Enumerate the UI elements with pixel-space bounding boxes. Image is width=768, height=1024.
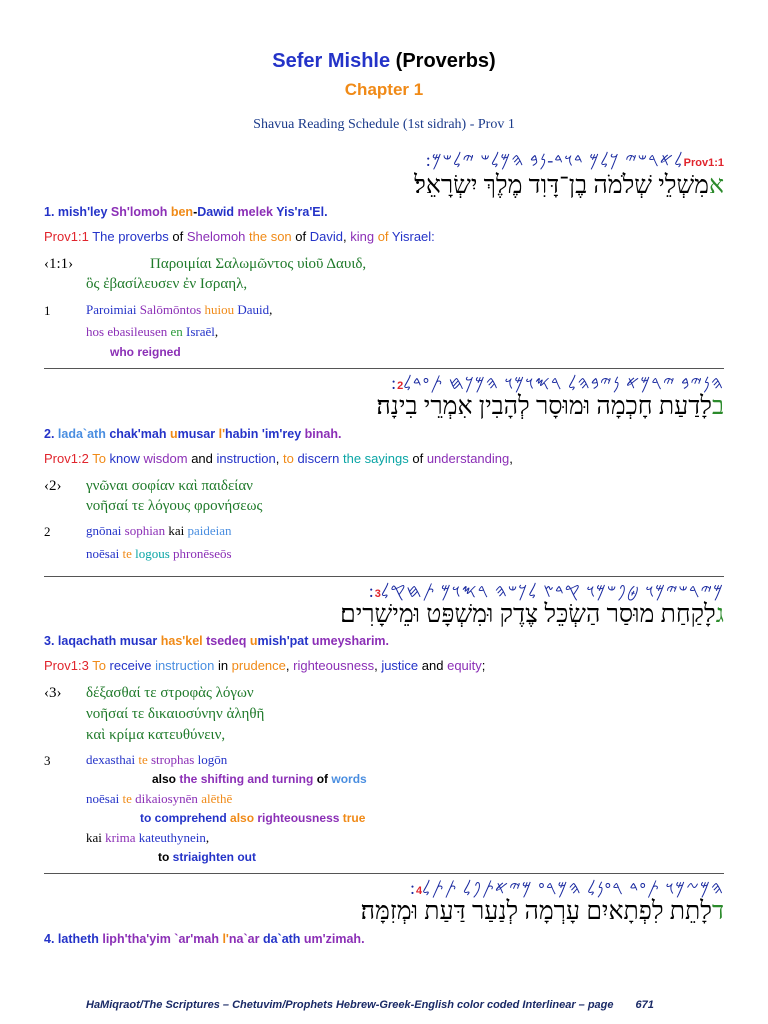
gloss-line xyxy=(110,343,181,361)
english-translation xyxy=(44,658,485,673)
greek-line: δέξασθαί τε στροφὰς λόγων xyxy=(86,685,254,701)
word-segment: and xyxy=(191,451,217,466)
word-segment: 4. xyxy=(44,932,58,946)
verse-ref: 3 xyxy=(374,588,381,600)
word-segment: instruction xyxy=(216,451,276,466)
verse-ref: Prov1:1 xyxy=(683,157,724,169)
gloss-line xyxy=(86,301,272,319)
word-segment: instruction xyxy=(155,658,218,673)
gloss-word: to xyxy=(158,850,173,864)
word-segment: To xyxy=(92,658,110,673)
gloss-word: righteousness xyxy=(257,811,343,825)
gloss-word: gnōnai xyxy=(86,523,125,538)
word-segment: and xyxy=(421,658,448,673)
paleo-text: :𐤄𐤌𐤆𐤌𐤅 𐤕𐤏𐤃 𐤓𐤏𐤍𐤋 𐤄𐤌𐤓𐤏 𐤌𐤉𐤀𐤕𐤐𐤋 𐤕𐤕𐤋 xyxy=(410,878,724,898)
word-segment: Prov1:1 xyxy=(44,229,93,244)
gloss-word: te xyxy=(138,752,151,767)
word-segment: Prov1:2 xyxy=(44,451,93,466)
greek-line: νοῆσαί τε δικαιοσύνην ἀληθῆ xyxy=(86,706,265,722)
transliteration xyxy=(44,932,365,946)
word-segment: , xyxy=(285,658,294,673)
gloss-word: true xyxy=(342,811,366,825)
word-segment: 2. xyxy=(44,427,58,441)
gloss-word: noēsai xyxy=(86,791,123,806)
word-segment: of xyxy=(412,451,427,466)
gloss-word: strophas xyxy=(150,752,198,767)
gloss-word: dikaiosynēn xyxy=(135,791,202,806)
word-segment: the sayings xyxy=(342,451,413,466)
word-segment: - xyxy=(193,205,198,219)
gloss-word: comprehend xyxy=(154,811,231,825)
gloss-word: the shifting and turning xyxy=(179,772,317,786)
word-segment: habin xyxy=(225,427,262,441)
word-segment: mish'pat xyxy=(257,634,312,648)
word-segment: receive xyxy=(109,658,156,673)
gloss-word: Israēl xyxy=(186,324,215,339)
paleo-hebrew-line xyxy=(391,373,724,394)
hebrew-verse-letter: ב xyxy=(711,393,724,420)
word-segment: equity xyxy=(447,658,482,673)
paleo-hebrew-line xyxy=(410,878,724,899)
gloss-word: Paroimiai xyxy=(86,302,140,317)
word-segment: umeysharim. xyxy=(311,634,390,648)
gloss-line xyxy=(86,751,227,769)
word-segment: na`ar xyxy=(228,932,263,946)
word-segment: , xyxy=(374,658,382,673)
hebrew-line xyxy=(340,601,724,629)
greek-line: Παροιμίαι Σαλωμῶντος υἱοῦ Δαυιδ, xyxy=(150,256,367,272)
word-segment: justice xyxy=(381,658,422,673)
word-segment: king xyxy=(350,229,378,244)
transliteration xyxy=(44,427,341,441)
gloss-word: also xyxy=(152,772,180,786)
word-segment: 3. laqachath xyxy=(44,634,120,648)
gloss-word: noēsai xyxy=(86,546,123,561)
gloss-word: Dauid xyxy=(237,302,270,317)
hebrew-line xyxy=(414,172,724,200)
word-segment: David xyxy=(309,229,343,244)
hebrew-verse-letter: א xyxy=(708,172,724,199)
word-segment: Prov1:3 xyxy=(44,658,93,673)
gloss-line xyxy=(158,848,256,866)
chapter-heading: Chapter 1 xyxy=(344,80,424,99)
gloss-word: sophian xyxy=(124,523,169,538)
gloss-word: paideian xyxy=(187,523,232,538)
reading-schedule: Shavua Reading Schedule (1st sidrah) - Prov 1 xyxy=(253,117,515,132)
verse-divider xyxy=(44,873,724,874)
gloss-word: phronēseōs xyxy=(173,546,232,561)
word-segment: chak'mah xyxy=(109,427,170,441)
gloss-word: ebasileusen xyxy=(107,324,171,339)
greek-verse-label: ‹3› xyxy=(44,685,62,701)
gloss-word: te xyxy=(122,791,136,806)
gloss-word: Salōmōntos xyxy=(139,302,205,317)
gloss-line xyxy=(86,790,232,808)
hebrew-line xyxy=(376,393,724,421)
greek-verse-label: ‹1:1› xyxy=(44,256,74,272)
gloss-word: striaighten out xyxy=(172,850,257,864)
gloss-word: , xyxy=(269,302,273,317)
gloss-word: huiou xyxy=(204,302,238,317)
word-segment: of xyxy=(295,229,310,244)
gloss-line xyxy=(86,522,232,540)
gloss-word: of xyxy=(316,772,332,786)
word-segment: Dawid xyxy=(197,205,238,219)
gloss-word: kai xyxy=(168,523,188,538)
hebrew-line xyxy=(361,898,724,926)
hebrew-text: לָקַחַת מוּסַר הַשְׂכֵּל צֶדֶק וּמִשְׁפָּט וּמֵישָׁרִים׃ xyxy=(340,601,716,628)
hebrew-verse-letter: ד xyxy=(711,898,724,925)
english-translation xyxy=(44,451,513,466)
word-segment: liph'tha'yim xyxy=(102,932,175,946)
page-title xyxy=(0,50,768,73)
word-segment: discern xyxy=(297,451,343,466)
gloss-word: logōn xyxy=(197,752,228,767)
word-segment: Yis'ra'El. xyxy=(276,205,328,219)
word-segment: l' xyxy=(222,932,229,946)
gloss-word: kateuthynein xyxy=(138,830,206,845)
word-segment: ben xyxy=(170,205,194,219)
word-segment: lada`ath xyxy=(57,427,110,441)
gloss-line xyxy=(86,829,209,847)
word-segment: da`ath xyxy=(262,932,304,946)
english-translation xyxy=(44,229,435,244)
gloss-word: alēthē xyxy=(201,791,233,806)
word-segment: Sh'lomoh xyxy=(110,205,171,219)
footer-text: HaMiqraot/The Scriptures – Chetuvim/Prophets Hebrew-Greek-English color coded Interlinear – page xyxy=(86,999,614,1011)
paleo-hebrew-line xyxy=(369,581,724,602)
gloss-word: who xyxy=(110,345,138,359)
word-segment: binah. xyxy=(304,427,342,441)
word-segment: know xyxy=(109,451,144,466)
word-segment: has'kel xyxy=(160,634,207,648)
word-segment: to xyxy=(282,451,298,466)
word-segment: u xyxy=(249,634,258,648)
greek-verse-label: ‹2› xyxy=(44,478,62,494)
gloss-word: reigned xyxy=(137,345,181,359)
word-segment: righteousness xyxy=(293,658,375,673)
gloss-word: kai xyxy=(86,830,106,845)
word-segment: , xyxy=(343,229,351,244)
greek-line: ὃς ἐβασίλευσεν ἐν Ισραηλ, xyxy=(86,276,248,292)
gloss-word: , xyxy=(214,324,219,339)
word-segment: 1. mish'ley xyxy=(44,205,111,219)
book-title: Sefer Mishle xyxy=(272,50,391,72)
word-segment: wisdom xyxy=(143,451,192,466)
word-segment: latheth xyxy=(57,932,103,946)
gloss-line xyxy=(86,323,218,341)
word-segment: `ar'mah xyxy=(174,932,223,946)
gloss-line xyxy=(86,545,232,563)
word-segment: understanding xyxy=(426,451,510,466)
word-segment: 'im'rey xyxy=(261,427,305,441)
greek-line: καὶ κρίμα κατευθύνειν, xyxy=(86,727,226,743)
gloss-word: en xyxy=(170,324,187,339)
word-segment: , xyxy=(509,451,513,466)
word-segment: the son xyxy=(249,229,296,244)
word-segment: in xyxy=(217,658,232,673)
verse-number: 1 xyxy=(44,303,51,318)
gloss-word: krima xyxy=(105,830,139,845)
word-segment: u xyxy=(169,427,178,441)
word-segment: ; xyxy=(481,658,486,673)
gloss-word: dexasthai xyxy=(86,752,139,767)
word-segment: musar xyxy=(177,427,219,441)
paleo-text: :𐤌𐤉𐤓𐤔𐤉𐤌𐤅 𐤈𐤐𐤔𐤌𐤅 𐤒𐤃𐤑 𐤋𐤊𐤔𐤄 𐤓𐤎𐤅𐤌 𐤕𐤇𐤒𐤋 xyxy=(368,581,724,601)
word-segment: musar xyxy=(119,634,161,648)
greek-line: γνῶναι σοφίαν καὶ παιδείαν xyxy=(86,478,253,494)
gloss-word: te xyxy=(122,546,136,561)
gloss-word: hos xyxy=(86,324,108,339)
gloss-line xyxy=(140,809,365,827)
hebrew-text: לָתֵת לִפְתָאיִם עָרְמָה לְנַעַר דַּעַת וּמְזִמָּה׃ xyxy=(360,898,712,925)
paleo-text: :𐤄𐤍𐤉𐤁 𐤉𐤓𐤌𐤀 𐤍𐤉𐤁𐤄𐤋 𐤓𐤎𐤅𐤌𐤅 𐤄𐤌𐤊𐤇 𐤕𐤏𐤃𐤋 xyxy=(391,373,724,393)
gloss-word: also xyxy=(230,811,258,825)
greek-line: νοῆσαί τε λόγους φρονήσεως xyxy=(86,498,263,514)
book-title-english: (Proverbs) xyxy=(395,50,496,72)
word-segment: Yisrael: xyxy=(391,229,435,244)
gloss-line xyxy=(152,770,367,788)
verse-ref: 2 xyxy=(397,380,404,392)
gloss-word: logous xyxy=(135,546,174,561)
word-segment: tsedeq xyxy=(206,634,250,648)
paleo-hebrew-line xyxy=(426,150,724,171)
gloss-word: , xyxy=(205,830,210,845)
hebrew-verse-letter: ג xyxy=(715,601,724,628)
word-segment: um'zimah. xyxy=(303,932,365,946)
gloss-word: words xyxy=(331,772,367,786)
verse-divider xyxy=(44,368,724,369)
transliteration xyxy=(44,205,328,219)
paleo-text: :𐤋𐤀𐤓𐤔𐤉 𐤊𐤋𐤌 𐤃𐤅𐤃-𐤍𐤁 𐤄𐤌𐤋𐤔 𐤉𐤋𐤔𐤌 xyxy=(425,150,684,170)
verse-ref: 4 xyxy=(416,885,423,897)
word-segment: melek xyxy=(237,205,277,219)
verse-divider xyxy=(44,576,724,577)
word-segment: The proverbs xyxy=(92,229,173,244)
page-footer xyxy=(86,999,654,1011)
word-segment: To xyxy=(92,451,110,466)
word-segment: of xyxy=(172,229,187,244)
word-segment: , xyxy=(275,451,283,466)
transliteration xyxy=(44,634,389,648)
hebrew-text: מִשְׁלֵי שְׁלֹמֹה בֶן־דָּוִד מֶלֶךְ יִשְׂרָאֵל׃ xyxy=(414,172,709,199)
page-number: 671 xyxy=(635,999,654,1011)
word-segment: Shelomoh xyxy=(186,229,250,244)
gloss-word: to xyxy=(140,811,155,825)
word-segment: of xyxy=(377,229,392,244)
word-segment: l' xyxy=(218,427,226,441)
verse-number: 2 xyxy=(44,524,51,539)
verse-number: 3 xyxy=(44,753,51,768)
word-segment: prudence xyxy=(231,658,286,673)
hebrew-text: לָדַעַת חָכְמָה וּמוּסָר לְהָבִין אִמְרֵי בִינָה׃ xyxy=(376,393,712,420)
